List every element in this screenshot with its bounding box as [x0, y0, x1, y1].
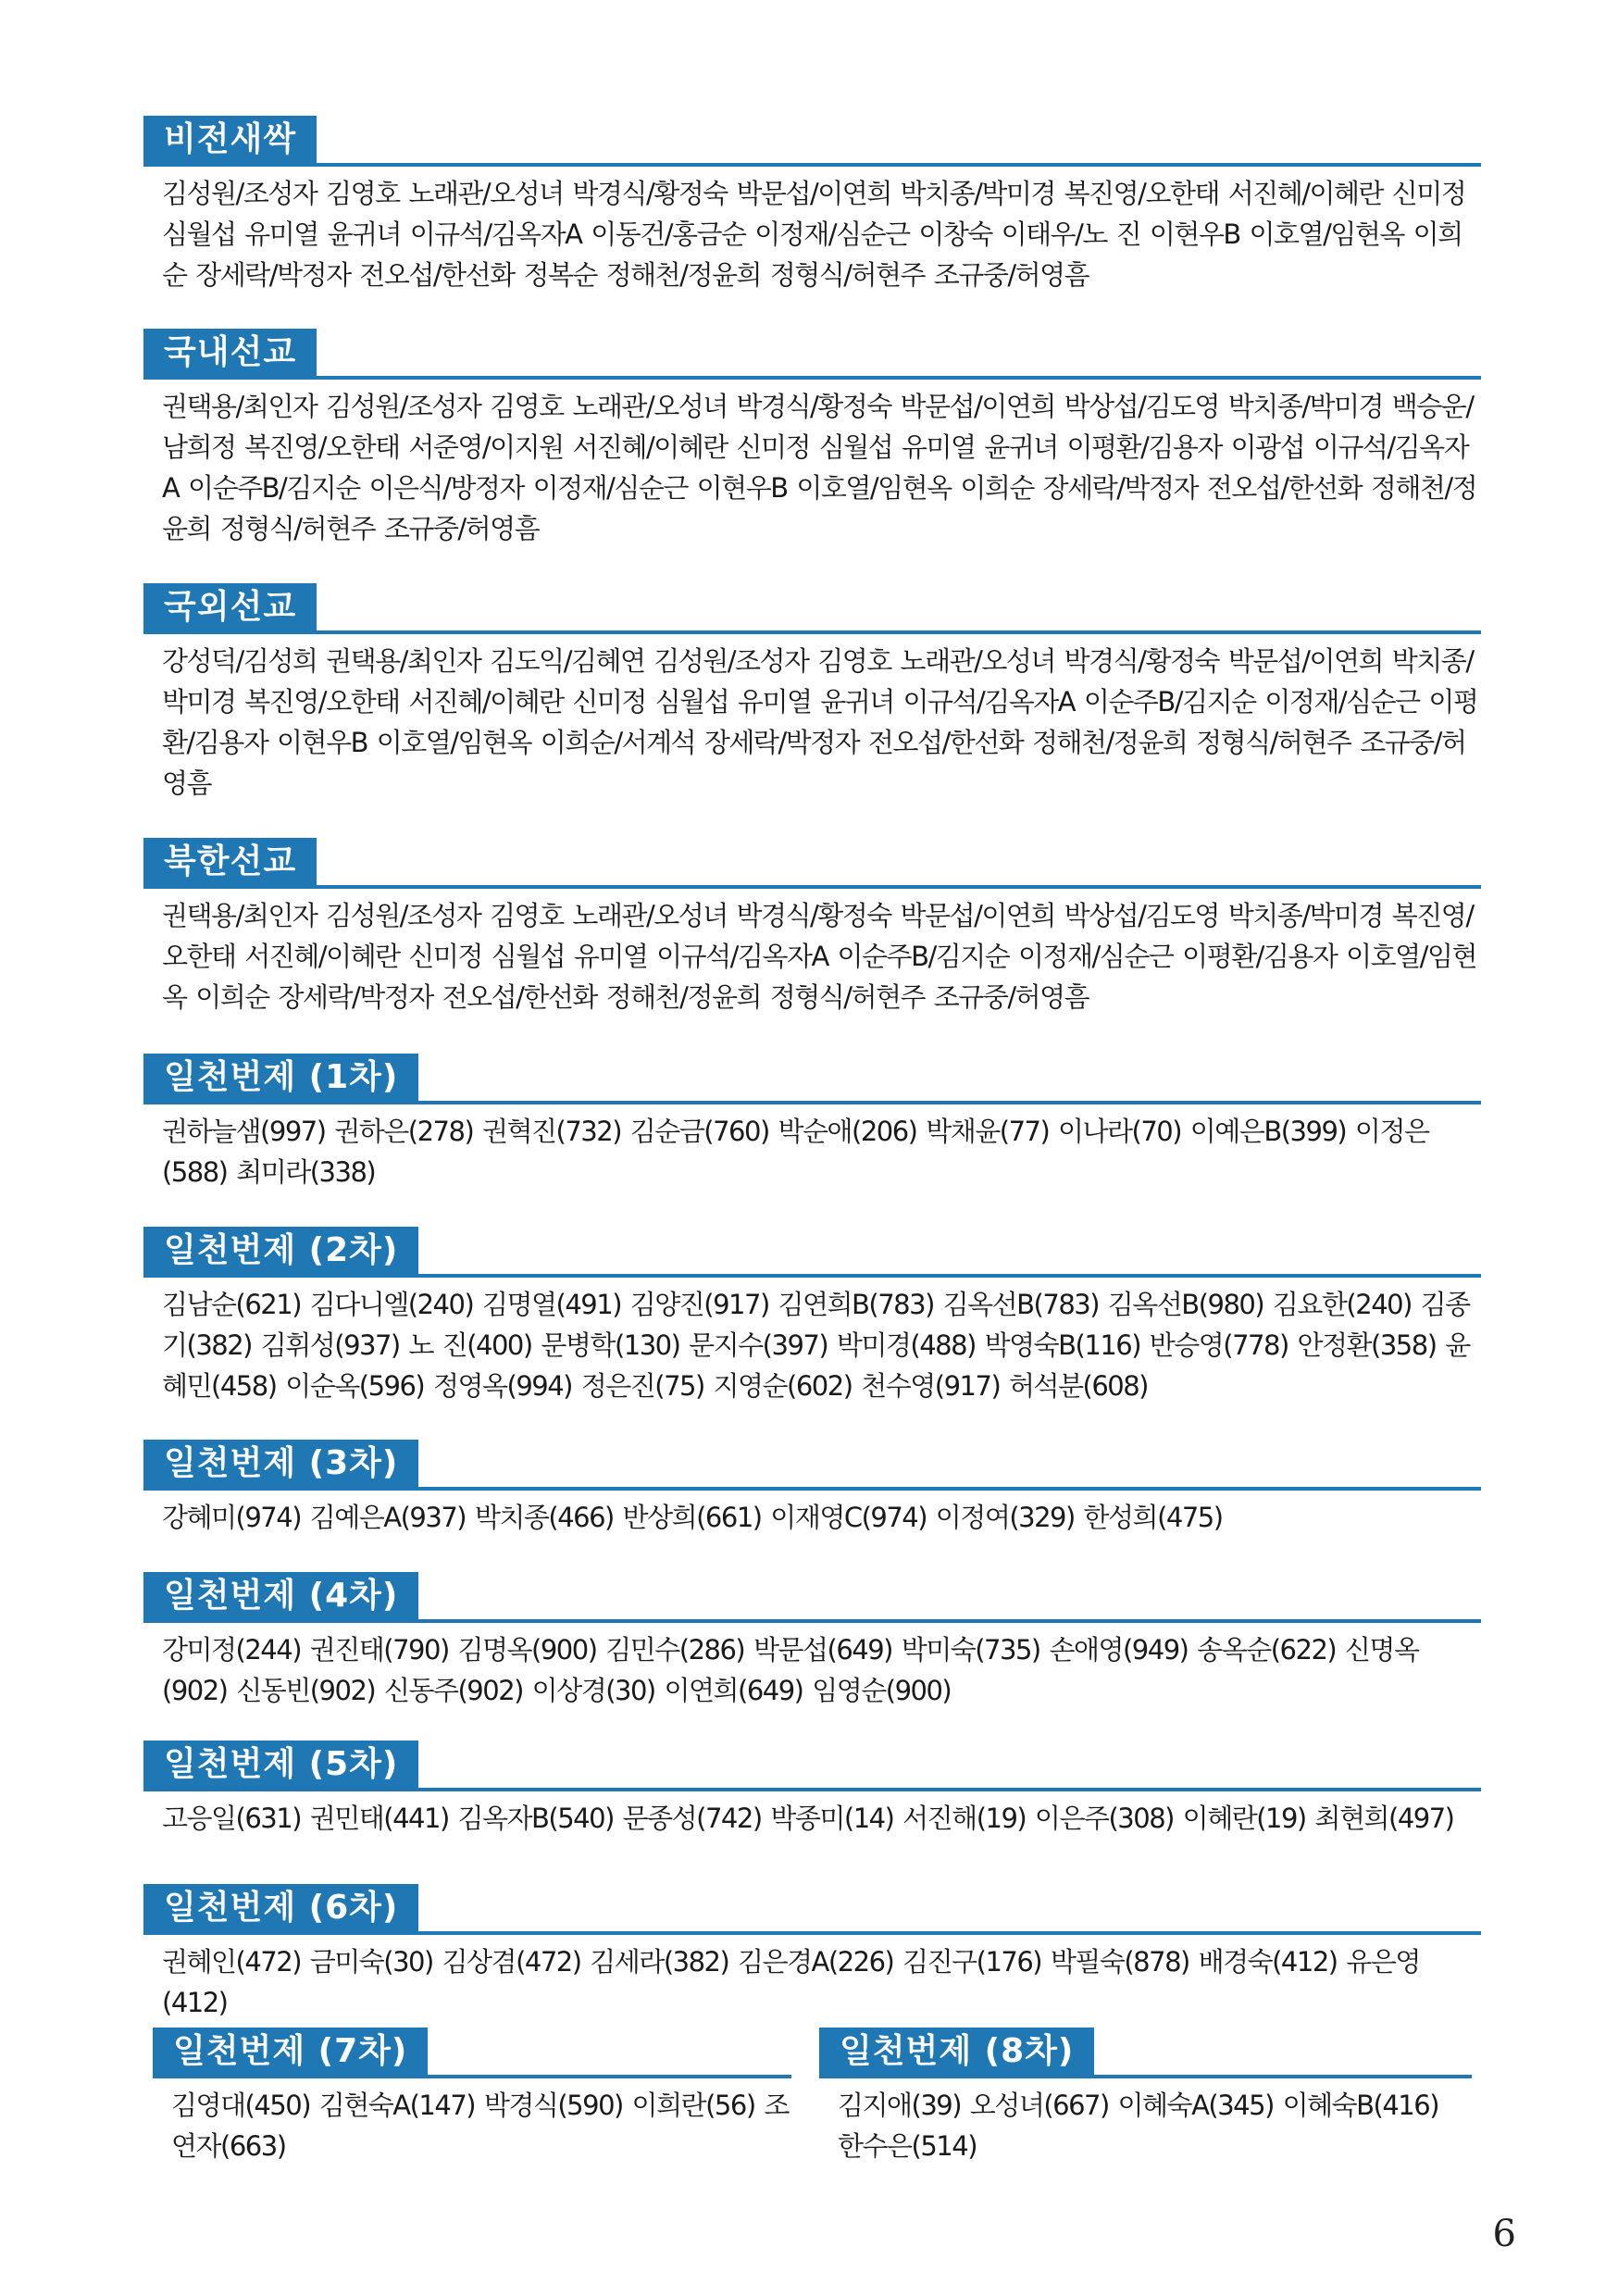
section-domestic-mission [143, 329, 1481, 549]
section-rule [143, 630, 1481, 634]
section-header [143, 838, 1481, 890]
section-title: 일천번제 (6차) [143, 1884, 418, 1932]
section-rule [143, 376, 1481, 380]
section-header [143, 1572, 1481, 1624]
section-offering-1 [143, 1054, 1481, 1192]
section-names: 강성덕/김성희 권택용/최인자 김도익/김혜연 김성원/조성자 김영호 노래관/오성녀 박경식/황정숙 박문섭/이연희 박치종/박미경 복진영/오한태 서진혜/이혜란 신미정 심월섭 유미열 윤귀녀 이규석/김옥자A 이순주B/김지순 이정재/심순근 이평환/김용자 이현우B 이호열/임현옥 이희순/서계석 장세락/박정자 전오섭/한선화 정해천/정윤희 정형식/허현주 조규중/허영흠 [162, 645, 1478, 799]
section-names: 권택용/최인자 김성원/조성자 김영호 노래관/오성녀 박경식/황정숙 박문섭/이연희 박상섭/김도영 박치종/박미경 복진영/오한태 서진혜/이혜란 신미정 심월섭 유미열 이규석/김옥자A 이순주B/김지순 이정재/심순근 이평환/김용자 이호열/임현옥 이희순 장세락/박정자 전오섭/한선화 정해천/정윤희 정형식/허현주 조규중/허영흠 [162, 900, 1476, 1013]
section-offering-7 [153, 2028, 791, 2166]
section-title: 일천번제 (2차) [143, 1227, 418, 1275]
section-names: 고응일(631) 권민태(441) 김옥자B(540) 문종성(742) 박종미(14) 서진해(19) 이은주(308) 이혜란(19) 최현희(497) [162, 1803, 1454, 1834]
section-offering-6 [143, 1884, 1481, 2023]
section-title: 비전새싹 [143, 116, 317, 164]
section-header [153, 2028, 791, 2079]
section-header [143, 1741, 1481, 1792]
section-rule [143, 885, 1481, 889]
section-header [143, 1440, 1481, 1491]
section-header [143, 116, 1481, 168]
section-title: 국외선교 [143, 583, 317, 631]
section-header [143, 583, 1481, 635]
section-offering-5 [143, 1741, 1481, 1839]
section-title: 일천번제 (1차) [143, 1054, 418, 1102]
section-header [143, 1054, 1481, 1105]
page-number: 6 [1492, 2213, 1516, 2255]
section-names: 강미정(244) 권진태(790) 김명옥(900) 김민수(286) 박문섭(649) 박미숙(735) 손애영(949) 송옥순(622) 신명옥(902) 신동빈(902) 신동주(902) 이상경(30) 이연희(649) 임영순(900) [162, 1634, 1419, 1706]
section-names: 김영대(450) 김현숙A(147) 박경식(590) 이희란(56) 조연자(663) [171, 2090, 789, 2162]
section-title: 국내선교 [143, 329, 317, 377]
section-rule [143, 163, 1481, 167]
section-north-korea-mission [143, 838, 1481, 1017]
section-title: 일천번제 (7차) [153, 2028, 428, 2076]
section-title: 북한선교 [143, 838, 317, 886]
section-title: 일천번제 (3차) [143, 1440, 418, 1488]
section-title: 일천번제 (8차) [819, 2028, 1094, 2076]
section-vision-sprout [143, 116, 1481, 295]
section-names: 김지애(39) 오성녀(667) 이혜숙A(345) 이혜숙B(416) 한수은(514) [838, 2090, 1439, 2162]
section-offering-4 [143, 1572, 1481, 1711]
section-overseas-mission [143, 583, 1481, 804]
section-names: 권혜인(472) 금미숙(30) 김상겸(472) 김세라(382) 김은경A(226) 김진구(176) 박필숙(878) 배경숙(412) 유은영(412) [162, 1946, 1420, 2018]
section-header [819, 2028, 1472, 2079]
section-names: 강혜미(974) 김예은A(937) 박치종(466) 반상희(661) 이재영C(974) 이정여(329) 한성희(475) [162, 1502, 1223, 1533]
section-header [143, 1227, 1481, 1279]
section-names: 권택용/최인자 김성원/조성자 김영호 노래관/오성녀 박경식/황정숙 박문섭/이연희 박상섭/김도영 박치종/박미경 백승운/남희정 복진영/오한태 서준영/이지원 서진혜/이혜란 신미정 심월섭 유미열 윤귀녀 이평환/김용자 이광섭 이규석/김옥자A 이순주B/김지순 이은식/방정자 이정재/심순근 이현우B 이호열/임현옥 이희순 장세락/박정자 전오섭/한선화 정해천/정윤희 정형식/허현주 조규중/허영흠 [162, 391, 1477, 544]
section-names: 김성원/조성자 김영호 노래관/오성녀 박경식/황정숙 박문섭/이연희 박치종/박미경 복진영/오한태 서진혜/이혜란 신미정 심월섭 유미열 윤귀녀 이규석/김옥자A 이동건/홍금순 이정재/심순근 이창숙 이태우/노 진 이현우B 이호열/임현옥 이희순 장세락/박정자 전오섭/한선화 정복순 정해천/정윤희 정형식/허현주 조규중/허영흠 [162, 178, 1466, 291]
section-offering-2 [143, 1227, 1481, 1406]
section-offering-8 [819, 2028, 1472, 2166]
section-header [143, 329, 1481, 381]
section-names: 김남순(621) 김다니엘(240) 김명열(491) 김양진(917) 김연희B(783) 김옥선B(783) 김옥선B(980) 김요한(240) 김종기(382) 김휘성(937) 노 진(400) 문병학(130) 문지수(397) 박미경(488) 박영숙B(116) 반승영(778) 안정환(358) 윤혜민(458) 이순옥(596) 정영옥(994) 정은진(75) 지영순(602) 천수영(917) 허석분(608) [162, 1289, 1470, 1402]
section-title: 일천번제 (5차) [143, 1741, 418, 1789]
section-offering-3 [143, 1440, 1481, 1538]
section-names: 권하늘샘(997) 권하은(278) 권혁진(732) 김순금(760) 박순애(206) 박채윤(77) 이나라(70) 이예은B(399) 이정은(588) 최미라(338) [162, 1116, 1429, 1188]
section-title: 일천번제 (4차) [143, 1572, 418, 1620]
section-header [143, 1884, 1481, 1936]
